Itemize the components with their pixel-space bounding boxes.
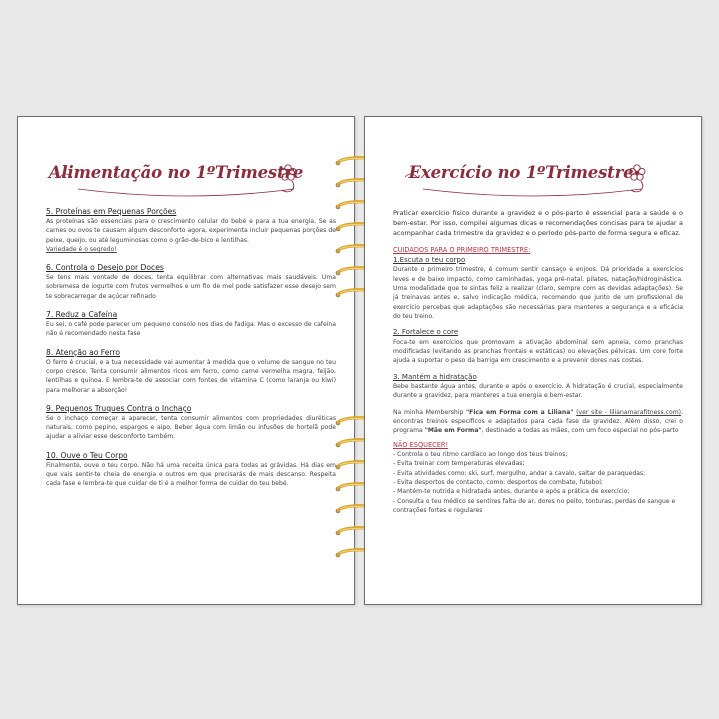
section-title: 8. Atenção ao Ferro — [46, 347, 120, 357]
tip-title: 3. Mantém a hidratação — [393, 372, 477, 381]
reminder-item: - Evita atividades como: ski, surf, mergulho, andar a cavalo, saltar de paraquedas; — [393, 469, 646, 477]
tip — [393, 256, 683, 321]
reminder-item: - Evita desportos de contacto, como: desportos de combate, futebol; — [393, 478, 603, 486]
section-title: 10. Ouve o Teu Corpo — [46, 450, 128, 460]
left-title-row — [18, 157, 354, 197]
membership-paragraph: Na minha Membership "Fica em Forma com a Liliana" (ver site - lilianamarafitness.com), encontras treinos específicos e adaptados para cada fase da gravidez. Além disso, crei o programa "Mãe em Forma", destinado a todas as mães, com um foco especial no pós-parto — [393, 408, 683, 435]
tip-body: Durante o primeiro trimestre, é comum sentir cansaço e enjoos. Dá prioridade a exercícios leves e de baixo impacto, como caminhadas, yoga pré-natal, pilates, natação/hidroginástica. Uma modalidade que te sintas feliz a realizar (claro, sempre com as devidas adaptações). Se já treinavas antes e, salvo indicação médica, recomendo que junto de um profissional de exercício percebas que adaptações são necessárias para manteres a segurança e a eficácia do teu treino. — [393, 266, 683, 320]
section-title: 5. Proteínas em Pequenas Porções — [46, 207, 177, 216]
reminder-list — [393, 450, 683, 515]
right-page — [364, 116, 702, 605]
section — [46, 348, 336, 395]
tip-title: 2. Fortalece o core — [393, 328, 459, 337]
tip-title: 1.Escuta o teu corpo — [393, 255, 466, 264]
tip — [393, 328, 683, 365]
reminder-item: - Controla o teu ritmo cardíaco ao longo dos teus treinos; — [393, 451, 568, 459]
tip — [393, 373, 683, 401]
section-body: Se o inchaço começar a aparecer, tenta consumir alimentos com propriedades diuréticas naturais, como pepino, espargos e aipo. Beber água com limão ou infusões de hortelã pode ajudar a aliviar esse desconforto também. — [46, 414, 336, 441]
section-title: 7. Reduz a Cafeína — [46, 310, 118, 320]
right-content — [393, 209, 683, 515]
program-name: "Mãe em Forma" — [424, 427, 482, 435]
section — [46, 263, 336, 301]
section-title: 9. Pequenos Truques Contra o Inchaço — [46, 403, 192, 413]
page-title: Alimentação no 1ºTrimestre — [48, 163, 304, 182]
section-body: Eu sei, o café pode parecer um pequeno consolo nos dias de fadiga. Mas o excesso de cafeína não é recomendado nesta fase — [46, 321, 336, 338]
section-title: 6. Controla o Desejo por Doces — [46, 263, 164, 273]
reminder-heading: NÃO ESQUECER! — [393, 440, 449, 449]
section — [46, 207, 336, 254]
section — [46, 451, 336, 489]
page-title: Exercício no 1ºTrimestre — [408, 163, 634, 182]
membership-name: "Fica em Forma com a Liliana" — [465, 408, 574, 416]
left-page — [17, 116, 355, 605]
section-body: O ferro é crucial, e a tua necessidade vai aumentar à medida que o volume de sangue no teu corpo cresce. Tenta consumir alimentos ricos em ferro, como carne vermelha magra, feijão, lentilhas e quinoa. E lembra-te de associar com fontes de vitamina C (como laranja ou kiwi) para melhorar a absorção! — [46, 358, 336, 394]
website-link[interactable]: (ver site - lilianamarafitness.com) — [576, 408, 682, 416]
tips-list — [393, 256, 683, 401]
tip-body: Bebe bastante água antes, durante e após o exercício. A hidratação é crucial, especialmente durante a gravidez, para manteres a tua energia e bem-estar. — [393, 383, 683, 400]
section-body: As proteínas são essenciais para o crescimento celular do bebé e para a tua energia. Se as carnes ou ovos te causam algum desconforto agora, experimenta incluir pequenas porções de peixe, queijo, ou até leguminosas como o grão-de-bico e lentilhas. — [46, 218, 336, 244]
care-heading: CUIDADOS PARA O PRIMEIRO TRIMESTRE: — [393, 246, 531, 255]
section-emphasis: Variedade é o segredo! — [46, 245, 117, 253]
intro-paragraph: Praticar exercício físico durante a gravidez e o pós-parto é essencial para a saúde e o bem-estar. Por isso, compilei algumas dicas e recomendações concisas para te ajudar a acompanhar cada trimestre da gravidez e o período pós-parto de forma segura e eficaz. — [393, 209, 683, 237]
section — [46, 310, 336, 339]
reminder-item: - Evita treinar com temperaturas elevadas; — [393, 460, 525, 468]
section — [46, 404, 336, 442]
left-content — [46, 207, 336, 498]
section-body: Se tens mais vontade de doces, tenta equilibrar com alternativas mais saudáveis. Uma sobremesa de iogurte com frutos vermelhos e um fio de mel pode satisfazer esse desejo sem te sobrecarregar de açúcar refinado — [46, 274, 336, 300]
right-title-row — [365, 157, 701, 197]
reminder-item: - Mantém-te nutrida e hidratada antes, durante e após a prática de exercício; — [393, 488, 630, 496]
reminder-item: - Consulta o teu médico se sentires falta de ar, dores no peito, tonturas, perdas de sangue e contrações fortes e regulares — [393, 497, 676, 514]
section-body: Finalmente, ouve o teu corpo. Não há uma receita única para todas as grávidas. Há dias em que vais sentir-te cheia de energia e outros em que precisarás de mais descanso. Respeita cada fase e lembra-te que cuidar de ti é a melhor forma de cuidar do teu bebé. — [46, 461, 336, 488]
tip-body: Foca-te em exercícios que promovam a ativação abdominal sem apneia, como pranchas modificadas (evitando as pranchas frontais e estáticas) ou elevações pélvicas. Um core forte ajuda a suportar o peso da barriga em crescimento e a prevenir dores nas costas. — [393, 338, 683, 365]
